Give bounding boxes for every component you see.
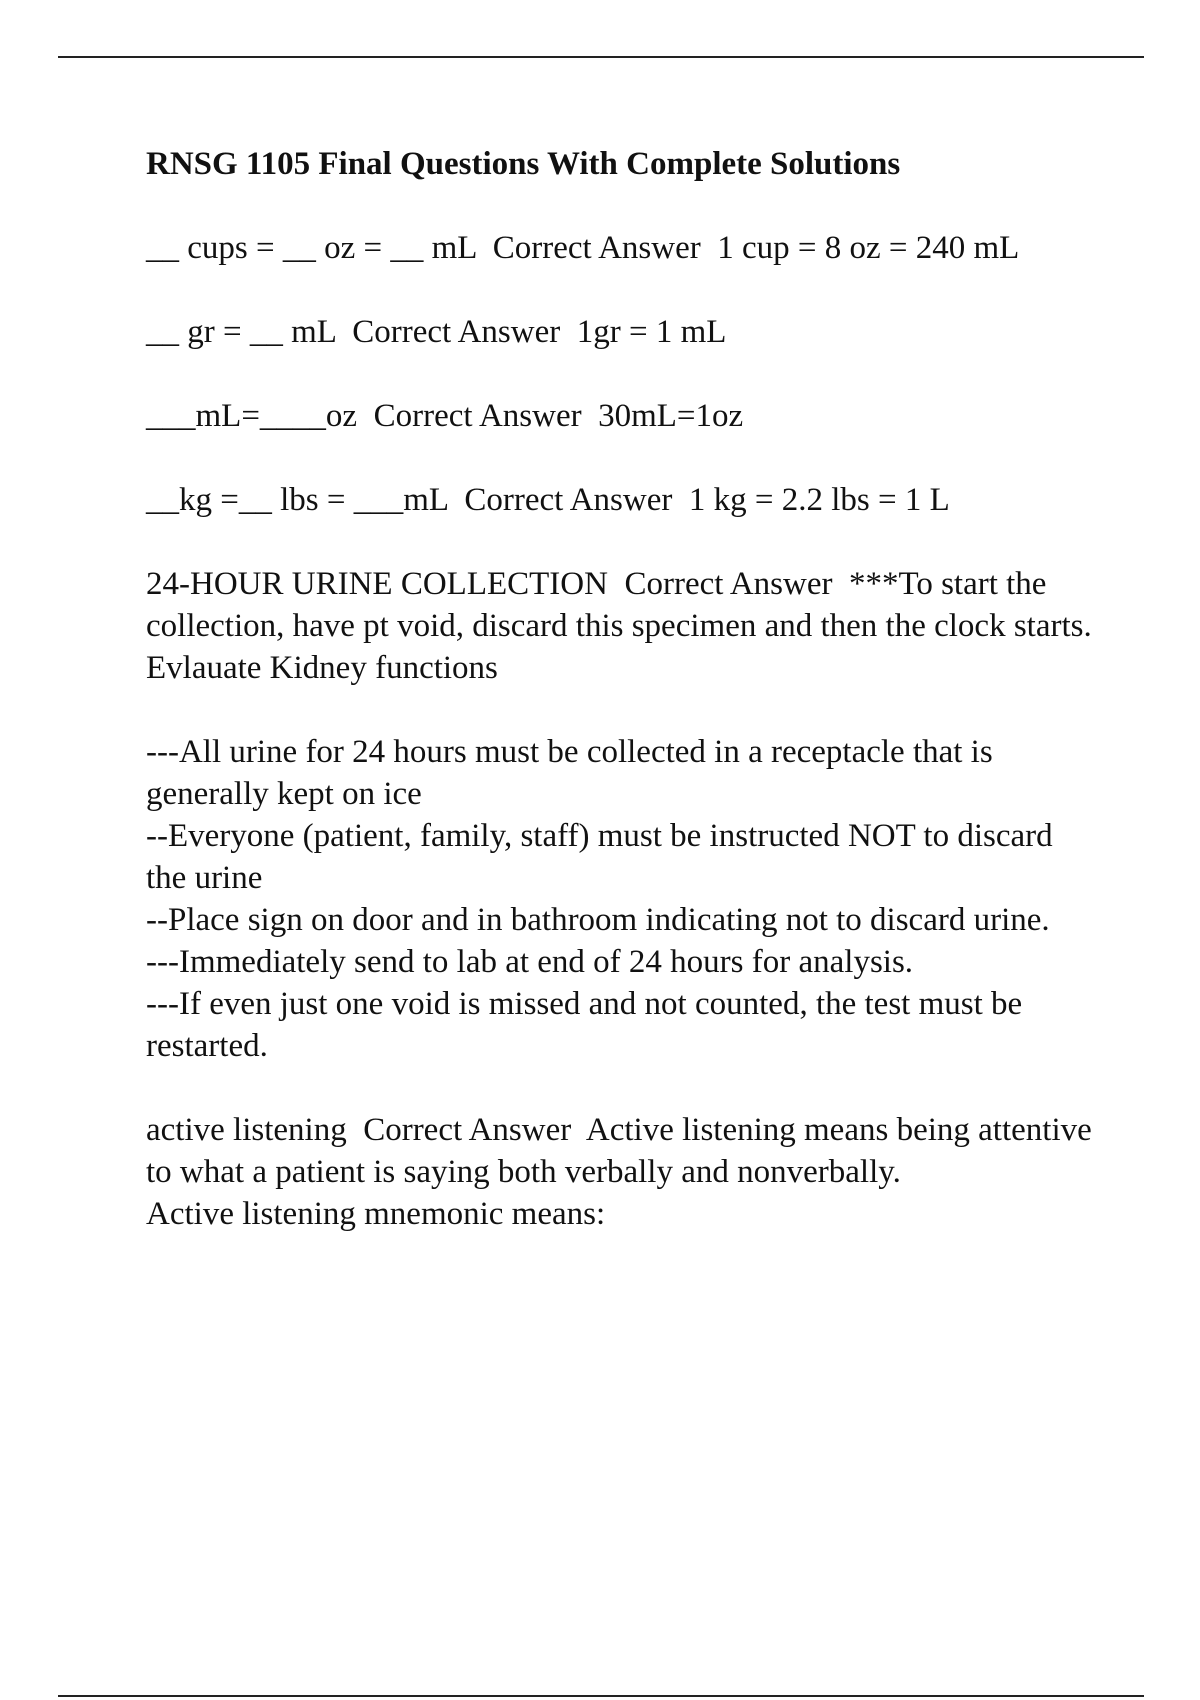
qa-active-listening: active listening Correct Answer Active listening means being attentive to what a patient is saying both verbally and nonverbally. Active listening mnemonic means: bbox=[146, 1112, 1092, 1232]
qa-24-hour-urine-collection: 24-HOUR URINE COLLECTION Correct Answer ***To start the collection, have pt void, discard this specimen and then the clock starts. Evlauate Kidney functions ---All urine for 24 hours must be collected in a receptacle that is generally kept on ice --Everyone (patient, family, staff) must be instructed NOT to discard the urine --Place sign on door and in bathroom indicating not to discard urine. ---Immediately send to lab at end of 24 hours for analysis. ---If even just one void is missed and not counted, the test must be restarted. bbox=[146, 566, 1092, 1064]
spacer bbox=[146, 437, 1096, 479]
document-title: RNSG 1105 Final Questions With Complete Solutions bbox=[146, 146, 901, 182]
qa-kg-lbs-ml: __kg =__ lbs = ___mL Correct Answer 1 kg = 2.2 lbs = 1 L bbox=[146, 482, 950, 518]
footer-rule bbox=[58, 1695, 1144, 1697]
header-rule bbox=[58, 56, 1144, 58]
qa-ml-oz: ___mL=____oz Correct Answer 30mL=1oz bbox=[146, 398, 744, 434]
qa-gr-ml: __ gr = __ mL Correct Answer 1gr = 1 mL bbox=[146, 314, 727, 350]
spacer bbox=[146, 1067, 1096, 1109]
spacer bbox=[146, 521, 1096, 563]
spacer bbox=[146, 185, 1096, 227]
spacer bbox=[146, 269, 1096, 311]
qa-cups-oz-ml: __ cups = __ oz = __ mL Correct Answer 1 cup = 8 oz = 240 mL bbox=[146, 230, 1020, 266]
spacer bbox=[146, 353, 1096, 395]
document-body bbox=[146, 140, 1096, 1235]
